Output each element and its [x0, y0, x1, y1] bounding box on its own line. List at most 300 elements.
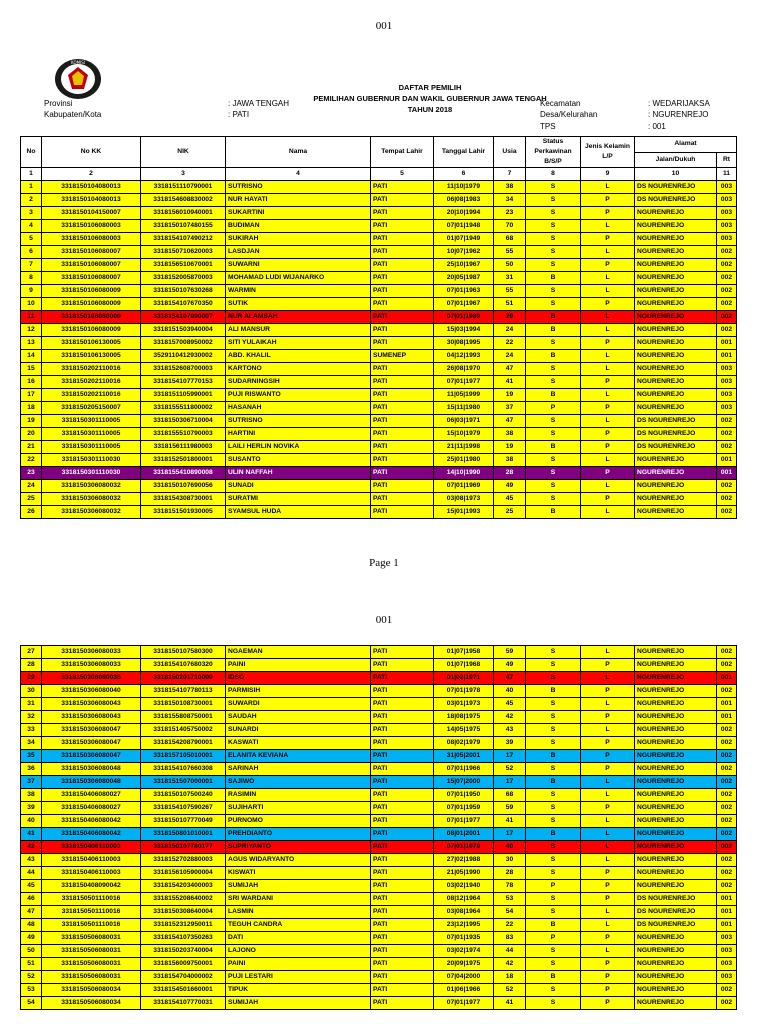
row-status: B [526, 750, 581, 763]
row-no-kk: 3318150306080048 [42, 776, 141, 789]
row-usia: 52 [494, 984, 526, 997]
row-tempat-lahir: PATI [371, 867, 434, 880]
row-tempat-lahir: PATI [371, 415, 434, 428]
column-number: 7 [494, 168, 526, 181]
row-rt: 002 [717, 880, 737, 893]
row-nik: 3318154107770031 [141, 997, 226, 1010]
row-tempat-lahir: PATI [371, 932, 434, 945]
row-no: 8 [21, 272, 42, 285]
row-no: 33 [21, 724, 42, 737]
row-status: S [526, 467, 581, 480]
row-nama: SUKIRAH [226, 233, 371, 246]
row-status: S [526, 724, 581, 737]
row-no-kk: 3318150501110016 [42, 906, 141, 919]
row-no-kk: 3318150306080043 [42, 698, 141, 711]
table-row [21, 493, 737, 506]
row-nama: LASMIN [226, 906, 371, 919]
row-no-kk: 3318150506080034 [42, 997, 141, 1010]
column-number: 4 [226, 168, 371, 181]
row-status: S [526, 493, 581, 506]
header-nama: Nama [226, 137, 371, 168]
row-jalan-dukuh: NGURENREJO [635, 233, 717, 246]
row-tanggal-lahir: 07|01|1977 [434, 376, 494, 389]
row-rt: 002 [717, 259, 737, 272]
row-jalan-dukuh: DS NGURENREJO [635, 428, 717, 441]
row-tempat-lahir: PATI [371, 906, 434, 919]
column-number: 9 [581, 168, 635, 181]
row-no: 45 [21, 880, 42, 893]
row-status: P [526, 402, 581, 415]
row-jalan-dukuh: NGURENREJO [635, 220, 717, 233]
row-status: B [526, 311, 581, 324]
row-status: B [526, 776, 581, 789]
row-no: 11 [21, 311, 42, 324]
row-jalan-dukuh: NGURENREJO [635, 711, 717, 724]
row-tempat-lahir: PATI [371, 737, 434, 750]
row-usia: 53 [494, 893, 526, 906]
row-rt: 002 [717, 984, 737, 997]
row-usia: 38 [494, 454, 526, 467]
row-tempat-lahir: PATI [371, 285, 434, 298]
row-rt: 001 [717, 906, 737, 919]
table-row [21, 828, 737, 841]
row-status: S [526, 659, 581, 672]
row-jalan-dukuh: DS NGURENREJO [635, 415, 717, 428]
row-no: 43 [21, 854, 42, 867]
row-jalan-dukuh: NGURENREJO [635, 324, 717, 337]
row-nik: 3318157008950002 [141, 337, 226, 350]
row-tanggal-lahir: 08|12|1964 [434, 893, 494, 906]
row-no: 34 [21, 737, 42, 750]
row-no: 16 [21, 376, 42, 389]
row-tanggal-lahir: 01|02|1971 [434, 672, 494, 685]
row-tanggal-lahir: 20|09|1975 [434, 958, 494, 971]
row-tanggal-lahir: 01|07|1949 [434, 233, 494, 246]
row-no: 27 [21, 646, 42, 659]
row-no: 2 [21, 194, 42, 207]
row-jenis-kelamin: P [581, 997, 635, 1010]
page-footer: Page 1 [369, 557, 399, 569]
row-nama: PUJI LESTARI [226, 971, 371, 984]
row-tempat-lahir: PATI [371, 685, 434, 698]
row-nama: TEGUH CANDRA [226, 919, 371, 932]
row-tempat-lahir: PATI [371, 659, 434, 672]
row-status: S [526, 246, 581, 259]
row-status: S [526, 737, 581, 750]
row-status: S [526, 867, 581, 880]
row-usia: 49 [494, 480, 526, 493]
row-tanggal-lahir: 07|01|1978 [434, 841, 494, 854]
row-status: S [526, 480, 581, 493]
row-no-kk: 3318150301110005 [42, 441, 141, 454]
row-nama: LASDJAN [226, 246, 371, 259]
row-tempat-lahir: PATI [371, 698, 434, 711]
row-jenis-kelamin: L [581, 415, 635, 428]
row-usia: 31 [494, 272, 526, 285]
row-no: 32 [21, 711, 42, 724]
table-row [21, 376, 737, 389]
row-tempat-lahir: PATI [371, 958, 434, 971]
row-tanggal-lahir: 15|10|1979 [434, 428, 494, 441]
row-status: S [526, 958, 581, 971]
row-no-kk: 3318150205150007 [42, 402, 141, 415]
table-row [21, 441, 737, 454]
row-no: 23 [21, 467, 42, 480]
row-tempat-lahir: PATI [371, 984, 434, 997]
row-nik: 3318150308640004 [141, 906, 226, 919]
table-row [21, 389, 737, 402]
row-jenis-kelamin: L [581, 906, 635, 919]
row-nama: WARMIN [226, 285, 371, 298]
row-nik: 3318150801010001 [141, 828, 226, 841]
row-usia: 51 [494, 298, 526, 311]
row-usia: 49 [494, 659, 526, 672]
row-no-kk: 3318150306080033 [42, 646, 141, 659]
row-jalan-dukuh: NGURENREJO [635, 480, 717, 493]
row-rt: 001 [717, 672, 737, 685]
title-line-1: DAFTAR PEMILIH [398, 83, 462, 92]
row-jalan-dukuh: NGURENREJO [635, 984, 717, 997]
table-row [21, 776, 737, 789]
table-row [21, 724, 737, 737]
row-usia: 17 [494, 828, 526, 841]
column-number: 8 [526, 168, 581, 181]
row-tanggal-lahir: 07|01|1935 [434, 932, 494, 945]
row-tanggal-lahir: 08|02|1979 [434, 737, 494, 750]
row-no: 18 [21, 402, 42, 415]
row-nama: SUKARTINI [226, 207, 371, 220]
row-no-kk: 3318150106080007 [42, 246, 141, 259]
table-row [21, 867, 737, 880]
row-nama: SYAMSUL HUDA [226, 506, 371, 519]
column-number: 2 [42, 168, 141, 181]
row-no: 24 [21, 480, 42, 493]
table-row [21, 259, 737, 272]
row-jenis-kelamin: P [581, 402, 635, 415]
row-nik: 3318150107690056 [141, 480, 226, 493]
row-tempat-lahir: PATI [371, 997, 434, 1010]
row-no: 7 [21, 259, 42, 272]
row-nama: MOHAMAD LUDI WIJANARKO [226, 272, 371, 285]
row-nama: HASANAH [226, 402, 371, 415]
row-status: S [526, 841, 581, 854]
row-tempat-lahir: PATI [371, 454, 434, 467]
table-row [21, 480, 737, 493]
row-status: S [526, 763, 581, 776]
row-tempat-lahir: PATI [371, 750, 434, 763]
row-tempat-lahir: PATI [371, 428, 434, 441]
row-jalan-dukuh: NGURENREJO [635, 997, 717, 1010]
row-no-kk: 3318150506080031 [42, 958, 141, 971]
row-tempat-lahir: PATI [371, 893, 434, 906]
row-usia: 17 [494, 750, 526, 763]
row-tanggal-lahir: 15|03|1994 [434, 324, 494, 337]
row-rt: 002 [717, 737, 737, 750]
row-no-kk: 3318150501110016 [42, 893, 141, 906]
row-status: S [526, 285, 581, 298]
row-nama: PARMISIH [226, 685, 371, 698]
row-jenis-kelamin: L [581, 828, 635, 841]
row-jenis-kelamin: L [581, 672, 635, 685]
row-tanggal-lahir: 15|11|1980 [434, 402, 494, 415]
row-status: S [526, 893, 581, 906]
row-no-kk: 3318150104080013 [42, 194, 141, 207]
row-no-kk: 3318150306080033 [42, 659, 141, 672]
row-tempat-lahir: PATI [371, 402, 434, 415]
row-rt: 002 [717, 646, 737, 659]
row-no: 28 [21, 659, 42, 672]
row-jalan-dukuh: NGURENREJO [635, 763, 717, 776]
row-nik: 3318154501660001 [141, 984, 226, 997]
row-jalan-dukuh: NGURENREJO [635, 389, 717, 402]
row-nama: NGAEMAN [226, 646, 371, 659]
row-tanggal-lahir: 07|01|1959 [434, 802, 494, 815]
row-tempat-lahir: PATI [371, 259, 434, 272]
row-no-kk: 3318150506080031 [42, 932, 141, 945]
row-tanggal-lahir: 23|12|1995 [434, 919, 494, 932]
row-no: 17 [21, 389, 42, 402]
row-no-kk: 3318150106080003 [42, 220, 141, 233]
row-no-kk: 3318150408090042 [42, 880, 141, 893]
table-row [21, 919, 737, 932]
row-rt: 002 [717, 776, 737, 789]
row-tempat-lahir: PATI [371, 724, 434, 737]
row-jenis-kelamin: L [581, 919, 635, 932]
row-nik: 3318151501930005 [141, 506, 226, 519]
row-rt: 002 [717, 324, 737, 337]
table-row [21, 350, 737, 363]
row-status: S [526, 220, 581, 233]
row-no: 19 [21, 415, 42, 428]
row-nama: ALI MANSUR [226, 324, 371, 337]
row-jalan-dukuh: NGURENREJO [635, 207, 717, 220]
table-row [21, 646, 737, 659]
row-nama: SUTRISNO [226, 415, 371, 428]
row-jenis-kelamin: L [581, 324, 635, 337]
row-jalan-dukuh: NGURENREJO [635, 311, 717, 324]
row-usia: 44 [494, 945, 526, 958]
row-nama: PREHDIANTO [226, 828, 371, 841]
row-jenis-kelamin: L [581, 311, 635, 324]
row-no-kk: 3318150406110003 [42, 841, 141, 854]
row-nama: SUNARDI [226, 724, 371, 737]
row-jenis-kelamin: P [581, 685, 635, 698]
row-nama: TIPUK [226, 984, 371, 997]
row-no-kk: 3318150202110016 [42, 363, 141, 376]
row-tanggal-lahir: 15|01|1993 [434, 506, 494, 519]
row-jalan-dukuh: NGURENREJO [635, 402, 717, 415]
row-jenis-kelamin: L [581, 724, 635, 737]
row-rt: 001 [717, 337, 737, 350]
row-no: 51 [21, 958, 42, 971]
row-status: S [526, 672, 581, 685]
row-no: 5 [21, 233, 42, 246]
row-tanggal-lahir: 06|08|1983 [434, 194, 494, 207]
row-nik: 3318156105900004 [141, 867, 226, 880]
row-nik: 3318152312950011 [141, 919, 226, 932]
row-usia: 59 [494, 802, 526, 815]
row-nik: 3318154107780113 [141, 685, 226, 698]
row-status: S [526, 906, 581, 919]
row-nik: 3318150107480155 [141, 220, 226, 233]
table-row [21, 880, 737, 893]
row-jenis-kelamin: L [581, 646, 635, 659]
row-tanggal-lahir: 07|01|1978 [434, 685, 494, 698]
row-jalan-dukuh: NGURENREJO [635, 298, 717, 311]
header-no-kk: No KK [42, 137, 141, 168]
row-usia: 78 [494, 880, 526, 893]
row-rt: 003 [717, 363, 737, 376]
row-usia: 40 [494, 685, 526, 698]
row-status: S [526, 815, 581, 828]
table-row [21, 207, 737, 220]
row-jalan-dukuh: NGURENREJO [635, 363, 717, 376]
row-jenis-kelamin: L [581, 389, 635, 402]
row-nik: 3318156009750001 [141, 958, 226, 971]
table-row [21, 298, 737, 311]
row-nik: 3318150203740004 [141, 945, 226, 958]
table-row [21, 906, 737, 919]
row-rt: 002 [717, 724, 737, 737]
table-row [21, 454, 737, 467]
row-nik: 3318154308730001 [141, 493, 226, 506]
row-no: 52 [21, 971, 42, 984]
row-nama: KASWATI [226, 737, 371, 750]
table-row [21, 415, 737, 428]
row-tempat-lahir: PATI [371, 763, 434, 776]
row-jenis-kelamin: P [581, 932, 635, 945]
row-status: B [526, 971, 581, 984]
row-nik: 3318150107500240 [141, 789, 226, 802]
row-no: 46 [21, 893, 42, 906]
row-tempat-lahir: PATI [371, 711, 434, 724]
row-status: S [526, 259, 581, 272]
row-tanggal-lahir: 07|01|1963 [434, 285, 494, 298]
row-no: 29 [21, 672, 42, 685]
row-tanggal-lahir: 07|01|1948 [434, 220, 494, 233]
row-rt: 002 [717, 659, 737, 672]
row-tanggal-lahir: 20|05|1987 [434, 272, 494, 285]
provinsi-value: : JAWA TENGAH [228, 99, 290, 108]
row-jalan-dukuh: NGURENREJO [635, 646, 717, 659]
row-status: S [526, 789, 581, 802]
row-tempat-lahir: PATI [371, 945, 434, 958]
row-rt: 002 [717, 750, 737, 763]
row-usia: 45 [494, 493, 526, 506]
row-jalan-dukuh: NGURENREJO [635, 493, 717, 506]
row-tempat-lahir: PATI [371, 841, 434, 854]
table-row [21, 685, 737, 698]
row-rt: 002 [717, 441, 737, 454]
row-no-kk: 3318150406080027 [42, 802, 141, 815]
table-row [21, 750, 737, 763]
row-status: B [526, 272, 581, 285]
row-tempat-lahir: PATI [371, 194, 434, 207]
row-usia: 47 [494, 672, 526, 685]
row-usia: 25 [494, 506, 526, 519]
row-jalan-dukuh: NGURENREJO [635, 506, 717, 519]
row-no: 13 [21, 337, 42, 350]
row-nama: AGUS WIDARYANTO [226, 854, 371, 867]
row-jenis-kelamin: L [581, 506, 635, 519]
row-rt: 002 [717, 246, 737, 259]
row-usia: 22 [494, 919, 526, 932]
row-jalan-dukuh: NGURENREJO [635, 350, 717, 363]
row-no-kk: 3318150106130005 [42, 337, 141, 350]
row-tempat-lahir: PATI [371, 181, 434, 194]
desa-label: Desa/Kelurahan [540, 110, 598, 119]
row-nik: 3318155808750001 [141, 711, 226, 724]
row-rt: 002 [717, 815, 737, 828]
table-row [21, 337, 737, 350]
row-status: S [526, 997, 581, 1010]
row-jalan-dukuh: NGURENREJO [635, 376, 717, 389]
row-status: S [526, 415, 581, 428]
row-rt: 002 [717, 828, 737, 841]
row-nama: SUPRIYANTO [226, 841, 371, 854]
column-number: 1 [21, 168, 42, 181]
row-jenis-kelamin: P [581, 298, 635, 311]
table-row [21, 272, 737, 285]
kabupaten-value: : PATI [228, 110, 250, 119]
row-jenis-kelamin: L [581, 698, 635, 711]
row-nama: PAINI [226, 958, 371, 971]
row-nik: 3318150201710000 [141, 672, 226, 685]
header-rt: Rt [717, 152, 737, 168]
row-nik: 3318150108730001 [141, 698, 226, 711]
row-jenis-kelamin: L [581, 350, 635, 363]
row-jenis-kelamin: P [581, 207, 635, 220]
row-usia: 19 [494, 441, 526, 454]
row-nama: SUJIHARTI [226, 802, 371, 815]
row-nik: 3318154107590267 [141, 802, 226, 815]
row-rt: 002 [717, 789, 737, 802]
row-no-kk: 3318150306080032 [42, 506, 141, 519]
header-alamat: Alamat [635, 137, 737, 153]
row-rt: 002 [717, 298, 737, 311]
row-jenis-kelamin: L [581, 480, 635, 493]
row-tempat-lahir: PATI [371, 376, 434, 389]
row-rt: 002 [717, 415, 737, 428]
row-tanggal-lahir: 07|01|1969 [434, 480, 494, 493]
row-tanggal-lahir: 03|02|1974 [434, 945, 494, 958]
row-tanggal-lahir: 25|01|1980 [434, 454, 494, 467]
row-nama: DATI [226, 932, 371, 945]
header-tempat-lahir: Tempat Lahir [371, 137, 434, 168]
row-tempat-lahir: PATI [371, 311, 434, 324]
row-tempat-lahir: PATI [371, 919, 434, 932]
row-rt: 001 [717, 919, 737, 932]
row-nik: 3318155510790003 [141, 428, 226, 441]
row-nama: LAJONO [226, 945, 371, 958]
row-jenis-kelamin: L [581, 285, 635, 298]
row-nik: 3318150107770049 [141, 815, 226, 828]
row-nama: IDSO [226, 672, 371, 685]
row-nik: 3318151507000001 [141, 776, 226, 789]
row-status: S [526, 428, 581, 441]
row-nik: 3318154203400003 [141, 880, 226, 893]
row-no: 21 [21, 441, 42, 454]
row-nik: 3318156010940001 [141, 207, 226, 220]
table-row [21, 285, 737, 298]
row-jenis-kelamin: P [581, 737, 635, 750]
row-rt: 002 [717, 841, 737, 854]
row-jenis-kelamin: L [581, 841, 635, 854]
row-nik: 3318152702880003 [141, 854, 226, 867]
row-status: B [526, 919, 581, 932]
table-row [21, 997, 737, 1010]
row-usia: 41 [494, 376, 526, 389]
